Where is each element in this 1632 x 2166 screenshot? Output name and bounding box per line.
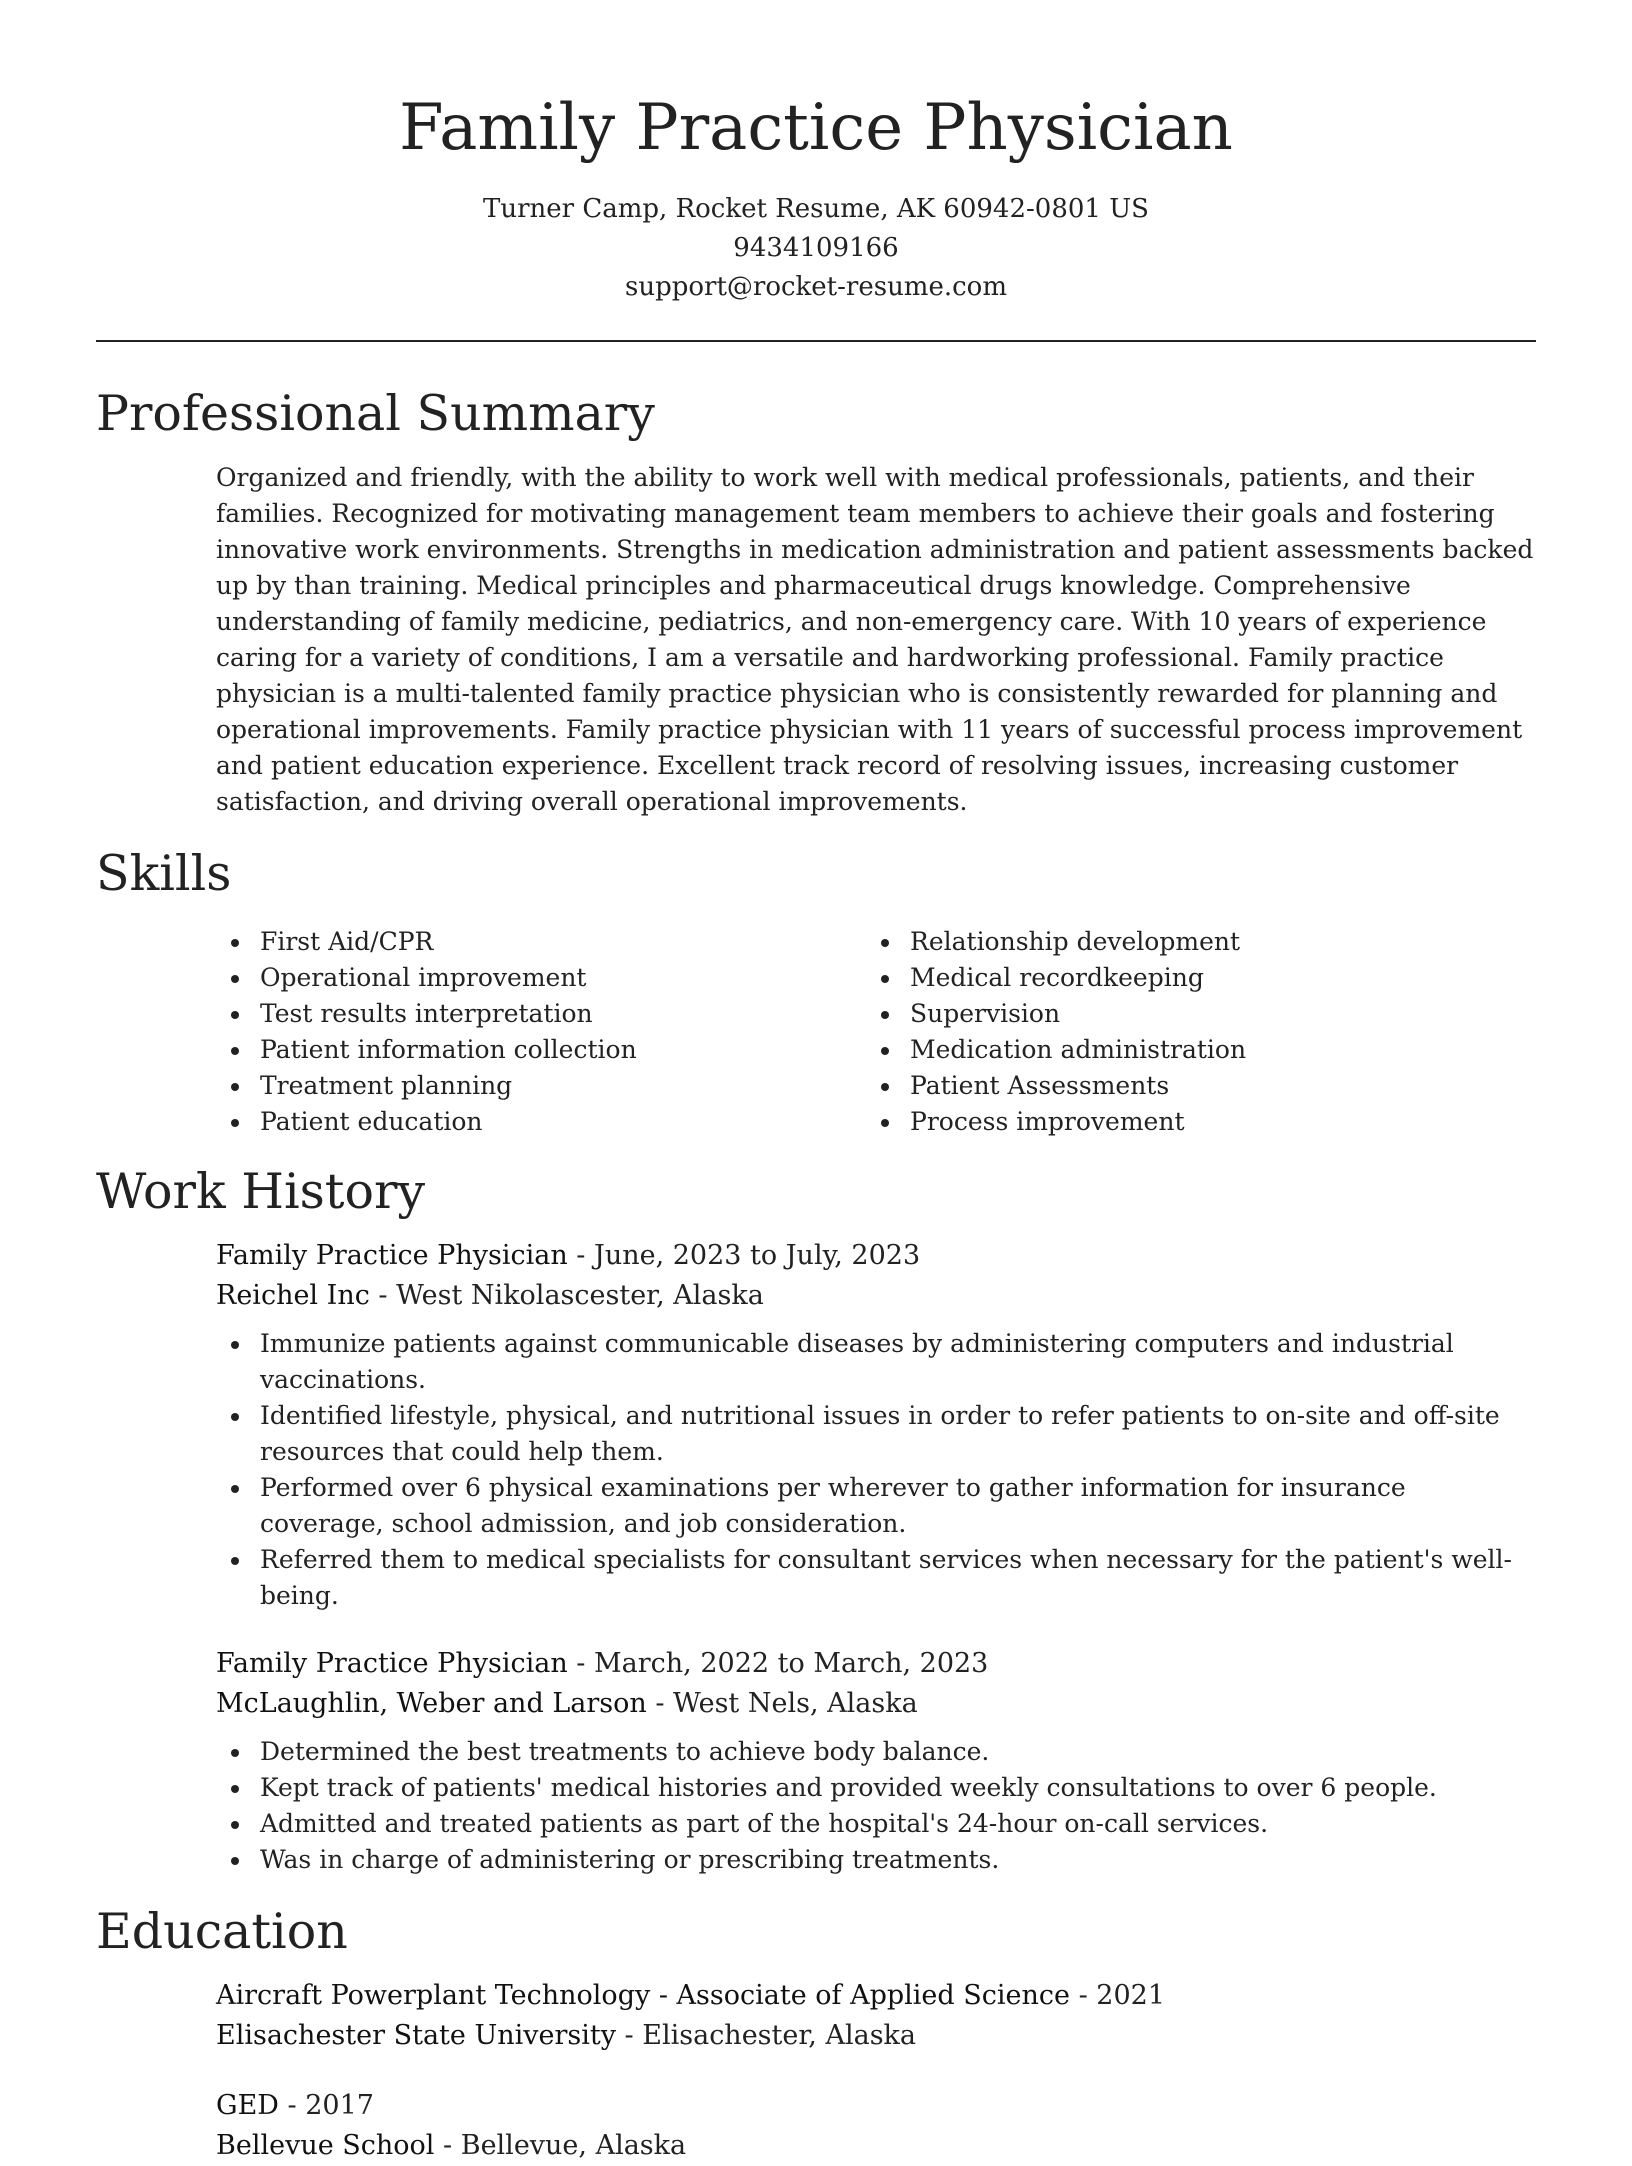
resume-name: Family Practice Physician	[399, 91, 1233, 165]
education-field: Aircraft Powerplant Technology	[216, 1980, 651, 2011]
skill-item: Medication administration	[866, 1032, 1516, 1068]
job-dates: - June, 2023 to July, 2023	[567, 1240, 921, 1271]
summary-section	[96, 382, 1536, 820]
skill-item: Process improvement	[866, 1104, 1516, 1140]
job-title-line	[216, 1644, 1536, 1684]
job-company-line	[216, 1684, 1536, 1724]
skill-item: Relationship development	[866, 924, 1516, 960]
job-dates: - March, 2022 to March, 2023	[567, 1648, 989, 1679]
education-school-line	[216, 2016, 1536, 2056]
job-role: Family Practice Physician	[216, 1648, 568, 1679]
education-degree-line	[216, 1976, 1536, 2016]
skill-item: Patient education	[216, 1104, 866, 1140]
resume-page	[96, 0, 1536, 2166]
education-year: - 2021	[1070, 1980, 1166, 2011]
education-field: GED	[216, 2090, 279, 2121]
education-section	[96, 1900, 1536, 2166]
education-location: - Elisachester, Alaska	[615, 2020, 917, 2051]
skill-item: Medical recordkeeping	[866, 960, 1516, 996]
job-bullet: Referred them to medical specialists for consultant services when necessary for the patient's well-being.	[216, 1542, 1536, 1614]
work-title: Work History	[96, 1163, 426, 1220]
skill-item: Operational improvement	[216, 960, 866, 996]
job-company: McLaughlin, Weber and Larson	[216, 1688, 647, 1719]
job-entry	[216, 1236, 1536, 1614]
skill-item: Patient Assessments	[866, 1068, 1516, 1104]
education-location: - Bellevue, Alaska	[434, 2130, 687, 2161]
education-school: Elisachester State University	[216, 2020, 616, 2051]
job-bullet: Determined the best treatments to achieve body balance.	[216, 1734, 1536, 1770]
job-bullet: Identified lifestyle, physical, and nutritional issues in order to refer patients to on-site and off-site resources that could help them.	[216, 1398, 1536, 1470]
contact-phone: 9434109166	[733, 233, 899, 263]
skill-item: Test results interpretation	[216, 996, 866, 1032]
skills-section	[96, 842, 1536, 1140]
summary-title: Professional Summary	[96, 385, 655, 442]
education-entry	[216, 1976, 1536, 2056]
job-bullet-list	[96, 1326, 1536, 1614]
job-entry	[216, 1644, 1536, 1878]
education-degree: - Associate of Applied Science	[650, 1980, 1070, 2011]
job-bullet: Performed over 6 physical examinations per wherever to gather information for insurance coverage, school admission, and job consideration.	[216, 1470, 1536, 1542]
education-title: Education	[96, 1903, 348, 1960]
job-company: Reichel Inc	[216, 1280, 370, 1311]
job-role: Family Practice Physician	[216, 1240, 568, 1271]
skills-grid	[216, 924, 1536, 1140]
skills-title: Skills	[96, 845, 232, 902]
skills-column-right	[866, 924, 1516, 1140]
summary-text: Organized and friendly, with the ability to work well with medical professionals, patients, and their families. Recognized for motivating management team members to achieve their goals and fostering innovative work environments. Strengths in medication administration and patient assessments backed up by than training. Medical principles and pharmaceutical drugs knowledge. Comprehensive understanding of family medicine, pediatrics, and non-emergency care. With 10 years of experience caring for a variety of conditions, I am a versatile and hardworking professional. Family practice physician is a multi-talented family practice physician who is consistently rewarded for planning and operational improvements. Family practice physician with 11 years of successful process improvement and patient education experience. Excellent track record of resolving issues, increasing customer satisfaction, and driving overall operational improvements.	[216, 463, 1534, 816]
job-bullet-list	[96, 1734, 1536, 1878]
skill-item: First Aid/CPR	[216, 924, 866, 960]
job-bullet: Admitted and treated patients as part of the hospital's 24-hour on-call services.	[216, 1806, 1536, 1842]
resume-header	[96, 0, 1536, 307]
work-section	[96, 1160, 1536, 1878]
job-title-line	[216, 1236, 1536, 1276]
skill-item: Supervision	[866, 996, 1516, 1032]
header-divider	[96, 340, 1536, 342]
skills-column-left	[216, 924, 866, 1140]
job-location: - West Nels, Alaska	[646, 1688, 918, 1719]
education-degree-line	[216, 2086, 1536, 2126]
job-bullet: Immunize patients against communicable diseases by administering computers and industrial vaccinations.	[216, 1326, 1536, 1398]
contact-block	[96, 190, 1536, 307]
job-bullet: Was in charge of administering or prescribing treatments.	[216, 1842, 1536, 1878]
education-school: Bellevue School	[216, 2130, 435, 2161]
job-bullet: Kept track of patients' medical histories and provided weekly consultations to over 6 people.	[216, 1770, 1536, 1806]
education-entry	[216, 2086, 1536, 2166]
education-school-line	[216, 2126, 1536, 2166]
job-location: - West Nikolascester, Alaska	[369, 1280, 764, 1311]
skill-item: Patient information collection	[216, 1032, 866, 1068]
skill-item: Treatment planning	[216, 1068, 866, 1104]
contact-email: support@rocket-resume.com	[624, 272, 1007, 302]
job-company-line	[216, 1276, 1536, 1316]
contact-address: Turner Camp, Rocket Resume, AK 60942-0801 US	[483, 194, 1149, 224]
education-year: - 2017	[278, 2090, 374, 2121]
